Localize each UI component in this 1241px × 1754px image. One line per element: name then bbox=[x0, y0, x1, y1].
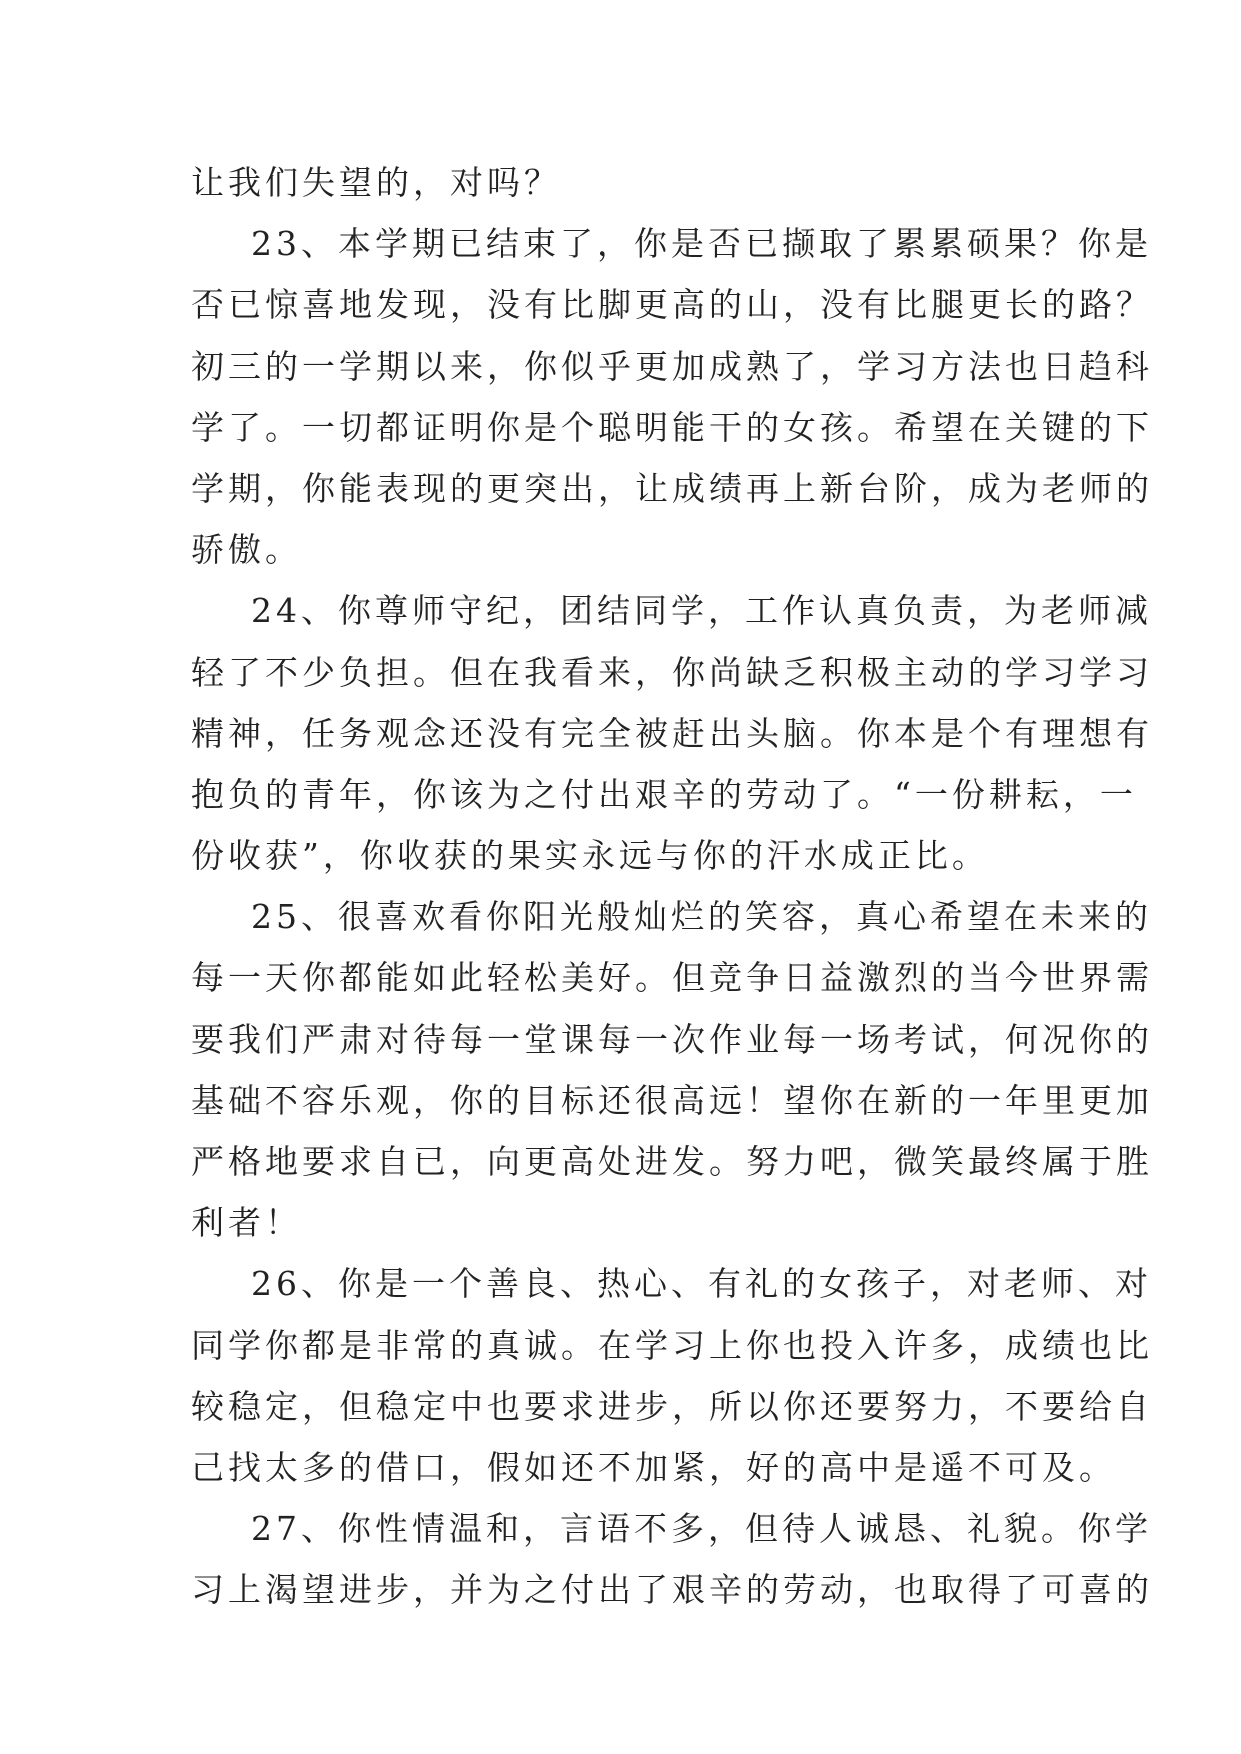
text-line: 每一天你都能如此轻松美好。但竞争日益激烈的当今世界需 bbox=[191, 958, 1153, 998]
text-line: 抱负的青年，你该为之付出艰辛的劳动了。“一份耕耘，一 bbox=[191, 774, 1137, 814]
text-line: 让我们失望的，对吗？ bbox=[191, 163, 561, 202]
text-line: 严格地要求自已，向更高处进发。努力吧，微笑最终属于胜 bbox=[191, 1142, 1153, 1181]
text-line: 同学你都是非常的真诚。在学习上你也投入许多，成绩也比 bbox=[191, 1325, 1153, 1365]
document-body bbox=[191, 152, 1153, 1621]
text-line: 己找太多的借口，假如还不加紧，好的高中是遥不可及。 bbox=[191, 1447, 1116, 1487]
text-line: 27、你性情温和，言语不多，但待人诚恳、礼貌。你学 bbox=[251, 1509, 1152, 1549]
text-line: 26、你是一个善良、热心、有礼的女孩子，对老师、对 bbox=[251, 1264, 1152, 1304]
text-line: 否已惊喜地发现，没有比脚更高的山，没有比腿更长的路？ bbox=[191, 285, 1153, 325]
text-line: 较稳定，但稳定中也要求进步，所以你还要努力，不要给自 bbox=[191, 1386, 1153, 1426]
text-line: 骄傲。 bbox=[191, 530, 302, 570]
text-line: 份收获”，你收获的果实永远与你的汗水成正比。 bbox=[191, 836, 989, 876]
text-line: 基础不容乐观，你的目标还很高远！望你在新的一年里更加 bbox=[191, 1080, 1153, 1120]
text-line: 要我们严肃对待每一堂课每一次作业每一场考试，何况你的 bbox=[191, 1019, 1153, 1059]
text-line: 初三的一学期以来，你似乎更加成熟了，学习方法也日趋科 bbox=[191, 346, 1153, 386]
text-line: 学了。一切都证明你是个聪明能干的女孩。希望在关键的下 bbox=[191, 407, 1153, 447]
text-line: 习上渴望进步，并为之付出了艰辛的劳动，也取得了可喜的 bbox=[191, 1570, 1153, 1610]
text-line: 精神，任务观念还没有完全被赶出头脑。你本是个有理想有 bbox=[191, 713, 1153, 753]
text-line: 利者！ bbox=[191, 1203, 302, 1243]
text-line: 学期，你能表现的更突出，让成绩再上新台阶，成为老师的 bbox=[191, 468, 1153, 508]
text-line: 23、本学期已结束了，你是否已撷取了累累硕果？你是 bbox=[251, 224, 1152, 264]
text-line: 24、你尊师守纪，团结同学，工作认真负责，为老师减 bbox=[251, 591, 1152, 631]
text-line: 轻了不少负担。但在我看来，你尚缺乏积极主动的学习学习 bbox=[191, 652, 1153, 692]
text-line: 25、很喜欢看你阳光般灿烂的笑容，真心希望在未来的 bbox=[251, 897, 1152, 937]
